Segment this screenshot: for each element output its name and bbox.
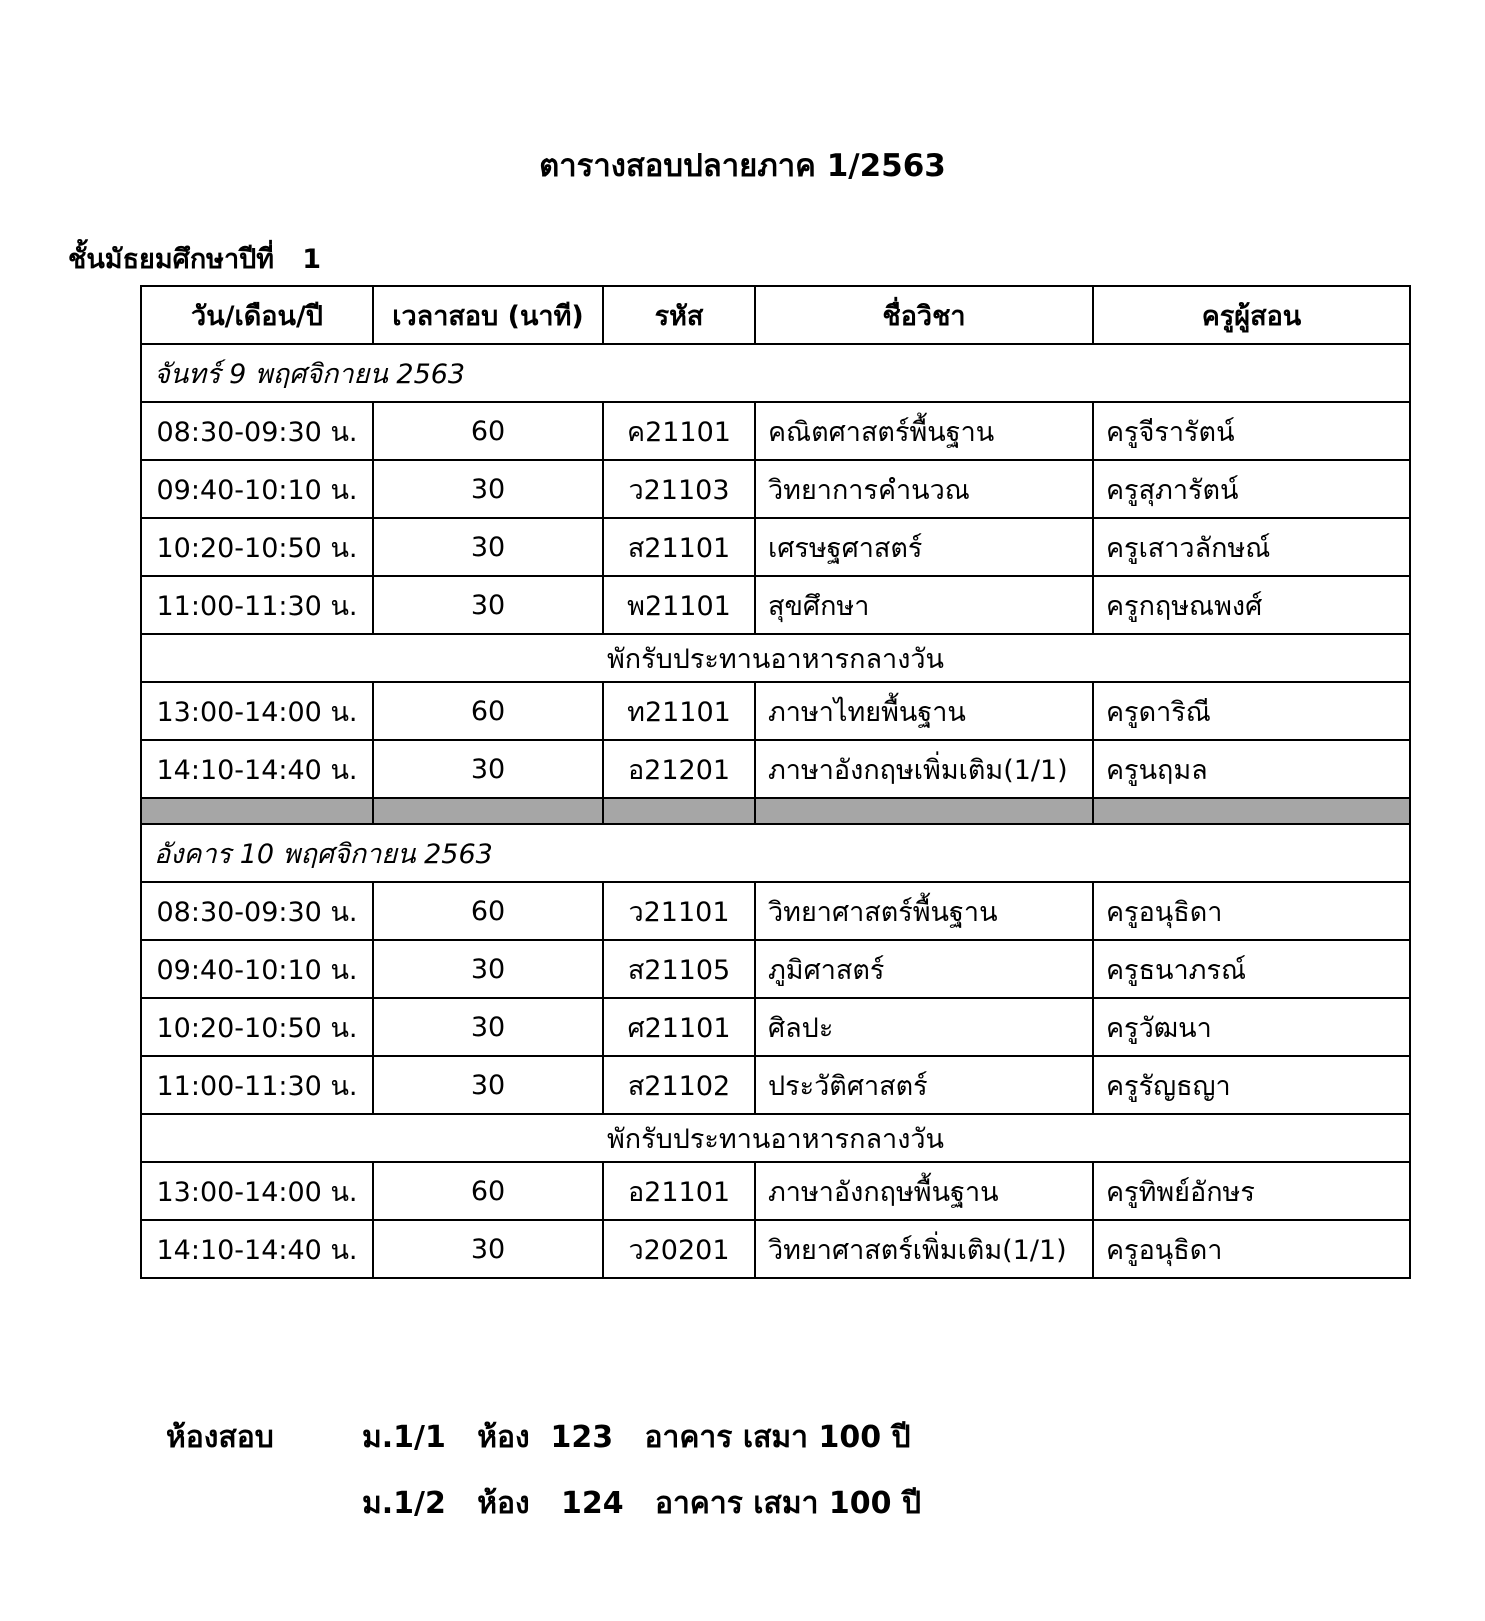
teacher-name: ครูสุภารัตน์ [1093,460,1410,518]
day-separator-row [141,798,1410,824]
exam-time: 14:10-14:40 น. [141,1220,373,1278]
subject-name: ภูมิศาสตร์ [755,940,1093,998]
teacher-name: ครูจีรารัตน์ [1093,402,1410,460]
day-date: จันทร์ 9 พฤศจิกายน 2563 [141,344,1410,402]
subject-code: ส21101 [603,518,755,576]
table-row [141,998,1410,1056]
subject-code: ท21101 [603,682,755,740]
separator-cell [373,798,603,824]
exam-minutes: 30 [373,1056,603,1114]
day-date: อังคาร 10 พฤศจิกายน 2563 [141,824,1410,882]
exam-minutes: 30 [373,940,603,998]
exam-rooms [166,1404,921,1536]
table-row [141,1220,1410,1278]
header-code: รหัส [603,286,755,344]
exam-time: 14:10-14:40 น. [141,740,373,798]
exam-time: 13:00-14:00 น. [141,682,373,740]
subject-name: วิทยาศาสตร์เพิ่มเติม(1/1) [755,1220,1093,1278]
subject-name: เศรษฐศาสตร์ [755,518,1093,576]
day-row [141,344,1410,402]
subject-code: ศ21101 [603,998,755,1056]
subject-name: ภาษาอังกฤษเพิ่มเติม(1/1) [755,740,1093,798]
exam-time: 09:40-10:10 น. [141,940,373,998]
table-row [141,460,1410,518]
subject-name: วิทยาการคำนวณ [755,460,1093,518]
teacher-name: ครูกฤษณพงศ์ [1093,576,1410,634]
exam-time: 13:00-14:00 น. [141,1162,373,1220]
subject-name: ศิลปะ [755,998,1093,1056]
exam-minutes: 60 [373,1162,603,1220]
header-duration: เวลาสอบ (นาที) [373,286,603,344]
exam-minutes: 30 [373,740,603,798]
room-entry: ม.1/2 ห้อง 124 อาคาร เสมา 100 ปี [362,1485,922,1521]
day-row [141,824,1410,882]
exam-minutes: 30 [373,518,603,576]
table-row [141,882,1410,940]
teacher-name: ครูรัญธญา [1093,1056,1410,1114]
table-row [141,682,1410,740]
exam-minutes: 30 [373,460,603,518]
table-row [141,518,1410,576]
subject-code: อ21201 [603,740,755,798]
teacher-name: ครูอนุธิดา [1093,882,1410,940]
table-row [141,740,1410,798]
subject-name: สุขศึกษา [755,576,1093,634]
subject-name: วิทยาศาสตร์พื้นฐาน [755,882,1093,940]
subject-name: ประวัติศาสตร์ [755,1056,1093,1114]
room-row [166,1404,921,1470]
subject-code: ว20201 [603,1220,755,1278]
subject-code: ว21101 [603,882,755,940]
header-date: วัน/เดือน/ปี [141,286,373,344]
room-entry: ม.1/1 ห้อง 123 อาคาร เสมา 100 ปี [362,1419,911,1455]
header-row [141,286,1410,344]
lunch-break-label: พักรับประทานอาหารกลางวัน [141,634,1410,682]
rooms-label: ห้องสอบ [166,1419,274,1455]
subject-code: ค21101 [603,402,755,460]
exam-minutes: 30 [373,998,603,1056]
exam-time: 11:00-11:30 น. [141,576,373,634]
exam-minutes: 30 [373,576,603,634]
teacher-name: ครูดาริณี [1093,682,1410,740]
table-row [141,402,1410,460]
exam-minutes: 60 [373,402,603,460]
document-title: ตารางสอบปลายภาค 1/2563 [539,148,946,184]
exam-time: 08:30-09:30 น. [141,882,373,940]
subject-code: พ21101 [603,576,755,634]
exam-minutes: 60 [373,682,603,740]
teacher-name: ครูทิพย์อักษร [1093,1162,1410,1220]
subject-name: ภาษาไทยพื้นฐาน [755,682,1093,740]
lunch-break-row [141,1114,1410,1162]
exam-time: 09:40-10:10 น. [141,460,373,518]
teacher-name: ครูธนาภรณ์ [1093,940,1410,998]
table-row [141,1162,1410,1220]
subject-code: ว21103 [603,460,755,518]
subject-code: อ21101 [603,1162,755,1220]
separator-cell [755,798,1093,824]
room-row [166,1470,921,1536]
lunch-break-row [141,634,1410,682]
subject-name: คณิตศาสตร์พื้นฐาน [755,402,1093,460]
separator-cell [603,798,755,824]
separator-cell [141,798,373,824]
subject-code: ส21105 [603,940,755,998]
exam-minutes: 60 [373,882,603,940]
lunch-break-label: พักรับประทานอาหารกลางวัน [141,1114,1410,1162]
table-row [141,1056,1410,1114]
exam-minutes: 30 [373,1220,603,1278]
subject-name: ภาษาอังกฤษพื้นฐาน [755,1162,1093,1220]
grade-level: ชั้นมัธยมศึกษาปีที่ 1 [68,244,322,275]
teacher-name: ครูนฤมล [1093,740,1410,798]
table-row [141,576,1410,634]
table-row [141,940,1410,998]
exam-time: 11:00-11:30 น. [141,1056,373,1114]
teacher-name: ครูเสาวลักษณ์ [1093,518,1410,576]
teacher-name: ครูวัฒนา [1093,998,1410,1056]
subject-code: ส21102 [603,1056,755,1114]
exam-time: 10:20-10:50 น. [141,998,373,1056]
header-teacher: ครูผู้สอน [1093,286,1410,344]
teacher-name: ครูอนุธิดา [1093,1220,1410,1278]
exam-time: 10:20-10:50 น. [141,518,373,576]
exam-schedule-table [140,285,1411,1279]
separator-cell [1093,798,1410,824]
exam-time: 08:30-09:30 น. [141,402,373,460]
header-subject: ชื่อวิชา [755,286,1093,344]
